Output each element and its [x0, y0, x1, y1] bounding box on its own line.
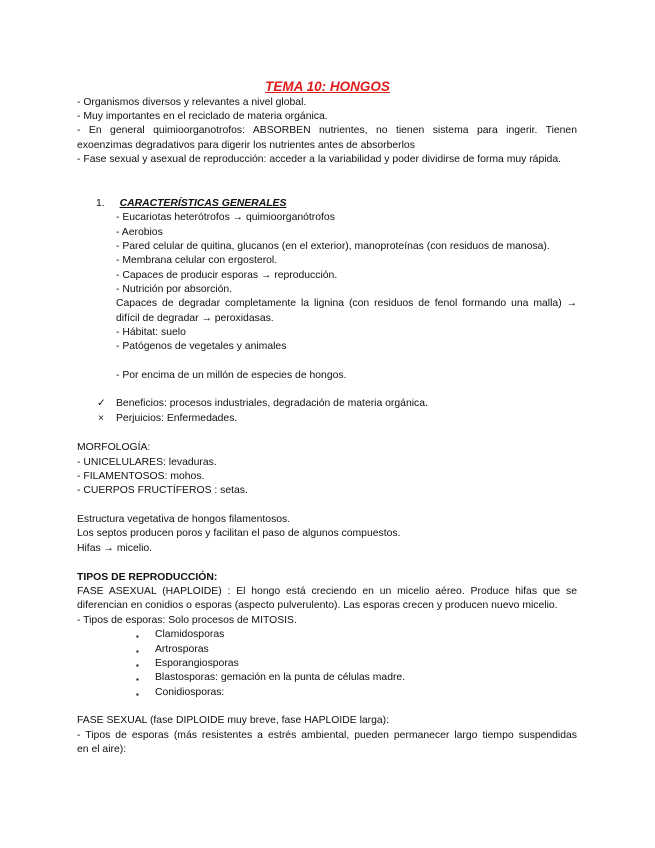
asexual-line: - Tipos de esporas: Solo procesos de MITOSIS. [77, 615, 297, 626]
section-heading [96, 197, 596, 211]
square-bullet-icon: ▪ [136, 675, 139, 684]
square-bullet-icon: ▪ [136, 632, 139, 641]
intro-line: - Fase sexual y asexual de reproducción: acceder a la variabilidad y poder dividirse de forma muy rápida. [77, 154, 561, 165]
asexual-line: FASE ASEXUAL (HAPLOIDE) : El hongo está creciendo en un micelio aéreo. Produce hifas que se [77, 586, 577, 597]
cross-icon: × [98, 413, 105, 424]
estructura-line: Los septos producen poros y facilitan el paso de algunos compuestos. [77, 528, 401, 539]
document-page: TEMA 10: HONGOS - Organismos diversos y relevantes a nivel global. - Muy importantes en el reciclado de materia orgánica. - En general quimioorganotrofos: ABSORBEN nutrientes, no tienen sistema para ingerir. Tienen exoenzimas degradativos para digerir los nutrientes antes de absorberlos - Fase sexual y asexual de reproducción: acceder a la variabilidad y poder dividirse de forma muy rápida. 1. CARACTERÍSTICAS GENERALES - Eucariotas heterótrofos → quimioorganótrofos - Aerobios - Pared celular de quitina, glucanos (en el exterior), manoproteínas (con residuos de manosa). - Membrana celular con ergosterol. - Capaces de producir esporas → reproducción. - Nutrición por absorción. Capaces de degradar completamente la lignina (con residuos de fenol formando una malla) → difícil de degradar → peroxidasas. - Hábitat: suelo - Patógenos de vegetales y animales - Por encima de un millón de especies de hongos. ✓ Beneficios: procesos industriales, degradación de materia orgánica. × Perjuicios: Enfermedades. MORFOLOGÍA: - UNICELULARES: levaduras. - FILAMENTOSOS: mohos. - CUERPOS FRUCTÍFEROS : setas. Estructura vegetativa de hongos filamentosos. Los septos producen poros y facilitan el paso de algunos compuestos. Hifas → micelio. TIPOS DE REPRODUCCIÓN: FASE ASEXUAL (HAPLOIDE) : El hongo está creciendo en un micelio aéreo. Produce hifas que se diferencian en conidios o esporas (aspecto pulverulento). Las esporas crecen y producen nuevo micelio. - Tipos de esporas: Solo procesos de MITOSIS. ▪ Clamidosporas ▪ Artrosporas ▪ Esporangiosporas ▪ Blastosporas: gemación en la punta de células madre. ▪ Conidiosporas: FASE SEXUAL (fase DIPLOIDE muy breve, fase HAPLOIDE larga): - Tipos de esporas (más resistentes a estrés ambiental, pueden permanecer largo tiempo suspendidas en el aire): [0, 0, 655, 848]
list-item: - Aerobios [116, 227, 163, 238]
intro-line: - Organismos diversos y relevantes a nivel global. [77, 97, 307, 108]
sexual-line: FASE SEXUAL (fase DIPLOIDE muy breve, fase HAPLOIDE larga): [77, 715, 390, 726]
asexual-line: diferencian en conidios o esporas (aspecto pulverulento). Las esporas crecen y producen nuevo micelio. [77, 600, 558, 611]
sexual-line: en el aire): [77, 744, 127, 755]
morfologia-heading: MORFOLOGÍA: [77, 442, 151, 453]
list-item: - Capaces de producir esporas → reproducción. [116, 270, 338, 281]
list-item: - Pared celular de quitina, glucanos (en el exterior), manoproteínas (con residuos de manosa). [116, 241, 550, 252]
section-title: CARACTERÍSTICAS GENERALES [119, 198, 287, 209]
square-bullet-icon: ▪ [136, 690, 139, 699]
estructura-line: Hifas → micelio. [77, 543, 153, 554]
benefit-row [97, 397, 597, 411]
list-item: Capaces de degradar completamente la lignina (con residuos de fenol formando una malla) → [116, 298, 577, 309]
list-item: - Eucariotas heterótrofos → quimioorganótrofos [116, 212, 335, 223]
morfologia-item: - UNICELULARES: levaduras. [77, 457, 217, 468]
section-number: 1. [96, 198, 105, 209]
check-icon: ✓ [97, 398, 106, 409]
page-title: TEMA 10: HONGOS [265, 79, 390, 94]
list-item: - Hábitat: suelo [116, 327, 186, 338]
harm-text: Perjuicios: Enfermedades. [116, 413, 238, 424]
reproduccion-heading: TIPOS DE REPRODUCCIÓN: [77, 572, 218, 583]
intro-line: - En general quimioorganotrofos: ABSORBEN nutrientes, no tienen sistema para ingerir. Tienen [77, 125, 577, 136]
square-bullet-icon: ▪ [136, 647, 139, 656]
morfologia-item: - CUERPOS FRUCTÍFEROS : setas. [77, 485, 248, 496]
list-item: - Patógenos de vegetales y animales [116, 341, 287, 352]
square-bullet-icon: ▪ [136, 661, 139, 670]
intro-line: - Muy importantes en el reciclado de materia orgánica. [77, 111, 328, 122]
sexual-line: - Tipos de esporas (más resistentes a estrés ambiental, pueden permanecer largo tiempo suspendidas [77, 730, 577, 741]
list-item: - Membrana celular con ergosterol. [116, 255, 278, 266]
intro-line: exoenzimas degradativos para digerir los nutrientes antes de absorberlos [77, 140, 415, 151]
list-item: difícil de degradar → peroxidasas. [116, 313, 274, 324]
morfologia-item: - FILAMENTOSOS: mohos. [77, 471, 205, 482]
estructura-line: Estructura vegetativa de hongos filamentosos. [77, 514, 291, 525]
benefit-text: Beneficios: procesos industriales, degradación de materia orgánica. [116, 398, 428, 409]
list-item: - Por encima de un millón de especies de hongos. [116, 370, 347, 381]
list-item: - Nutrición por absorción. [116, 284, 233, 295]
harm-row [98, 412, 598, 426]
